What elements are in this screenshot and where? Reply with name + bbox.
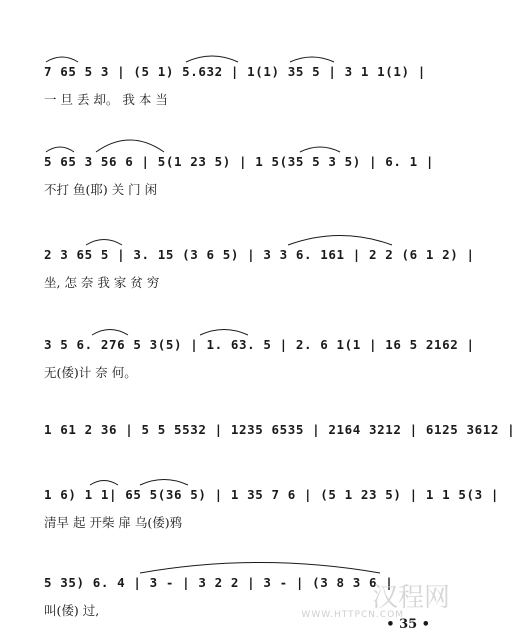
notation-line: 3 5 6. 276 5 3(5) | 1. 63. 5 | 2. 6 1(1 | 16 5 2162 | [44, 337, 475, 352]
notation-line: 1 6) 1 1| 65 5(36 5) | 1 35 7 6 | (5 1 23 5) | 1 1 5(3 | [44, 487, 500, 502]
lyric-line: 不打 鱼(耶) 关 门 闲 [44, 182, 158, 197]
watermark-url: WWW.HTTPCN.COM [301, 610, 404, 620]
lyric-line: 无(倭)计 奈 何。 [44, 365, 137, 380]
watermark-logo: 汉程网 [371, 583, 450, 613]
notation-line: 1 61 2 36 | 5 5 5532 | 1235 6535 | 2164 3212 | 6125 3612 | [44, 422, 515, 437]
lyric-line: 叫(倭) 过, [44, 603, 100, 618]
lyric-line: 一 旦 丢 却。 我 本 当 [44, 92, 168, 107]
lyric-line: 清早 起 开柴 扉 乌(倭)鸦 [44, 515, 183, 530]
notation-line: 2 3 65 5 | 3. 15 (3 6 5) | 3 3 6. 161 | 2 2 (6 1 2) | [44, 247, 475, 262]
lyric-line: 坐, 怎 奈 我 家 贫 穷 [44, 275, 160, 290]
notation-line: 5 65 3 56 6 | 5(1 23 5) | 1 5(35 5 3 5) | 6. 1 | [44, 154, 435, 169]
notation-line: 5 35) 6. 4 | 3 - | 3 2 2 | 3 - | (3 8 3 6 | [44, 575, 394, 590]
page-number: • 35 • [386, 617, 430, 632]
notation-line: 7 65 5 3 | (5 1) 5.632 | 1(1) 35 5 | 3 1 1(1) | [44, 64, 426, 79]
